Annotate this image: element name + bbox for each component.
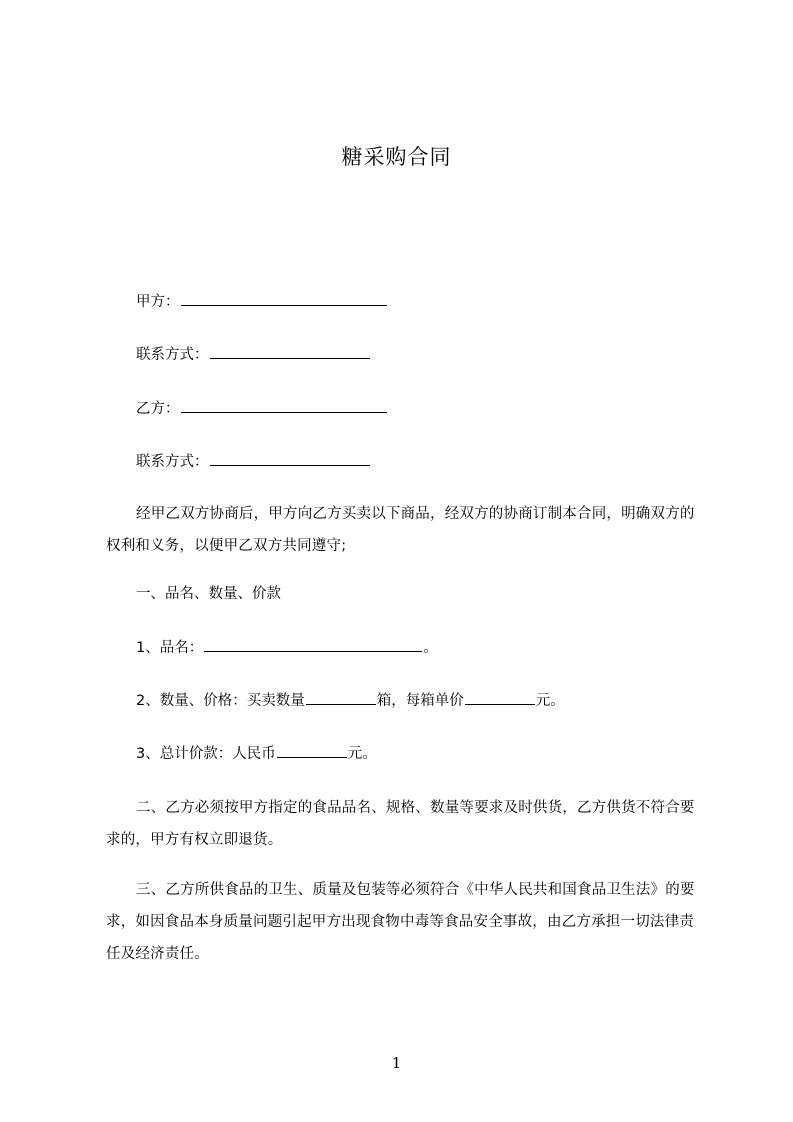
item2-tail: 元。: [535, 693, 565, 709]
item1-tail: 。: [423, 640, 438, 656]
item2-mid: 箱，每箱单价: [376, 693, 464, 709]
item2-quantity-blank: [306, 690, 376, 705]
item3-tail: 元。: [347, 746, 377, 762]
contact-a-line: [136, 343, 371, 367]
item3-total-blank: [277, 743, 347, 758]
party-b-label: 乙方：: [136, 401, 180, 417]
intro-paragraph: 经甲乙双方协商后，甲方向乙方买卖以下商品，经双方的协商订制本合同，明确双方的权利和义务，以便甲乙双方共同遵守;: [106, 506, 695, 554]
contact-a-label: 联系方式：: [136, 347, 209, 363]
party-a-blank: [181, 291, 387, 306]
contact-b-line: [136, 450, 371, 474]
party-a-line: [136, 290, 388, 314]
section2-paragraph: 二、乙方必须按甲方指定的食品品名、规格、数量等要求及时供货，乙方供货不符合要求的，甲方有权立即退货。: [106, 800, 695, 848]
document-title: 糖采购合同: [341, 145, 452, 169]
item3-label: 3、总计价款：人民币: [136, 746, 276, 762]
item2-line: [136, 689, 565, 713]
item1-line: [136, 636, 438, 660]
party-a-label: 甲方：: [136, 294, 180, 310]
party-b-blank: [181, 398, 387, 413]
page-number: 1: [391, 1054, 402, 1072]
party-b-line: [136, 397, 388, 421]
section3-paragraph: 三、乙方所供食品的卫生、质量及包装等必须符合《中华人民共和国食品卫生法》的要求，如因食品本身质量问题引起甲方出现食物中毒等食品安全事故，由乙方承担一切法律责任及经济责任。: [106, 882, 695, 962]
item1-label: 1、品名：: [136, 640, 204, 656]
contact-b-blank: [210, 451, 370, 466]
section1-heading: 一、品名、数量、价款: [136, 586, 281, 602]
item3-line: [136, 742, 377, 766]
item2-price-blank: [465, 690, 535, 705]
item2-label: 2、数量、价格：买卖数量: [136, 693, 305, 709]
contact-a-blank: [210, 344, 370, 359]
item1-blank: [204, 637, 422, 652]
contact-b-label: 联系方式：: [136, 454, 209, 470]
